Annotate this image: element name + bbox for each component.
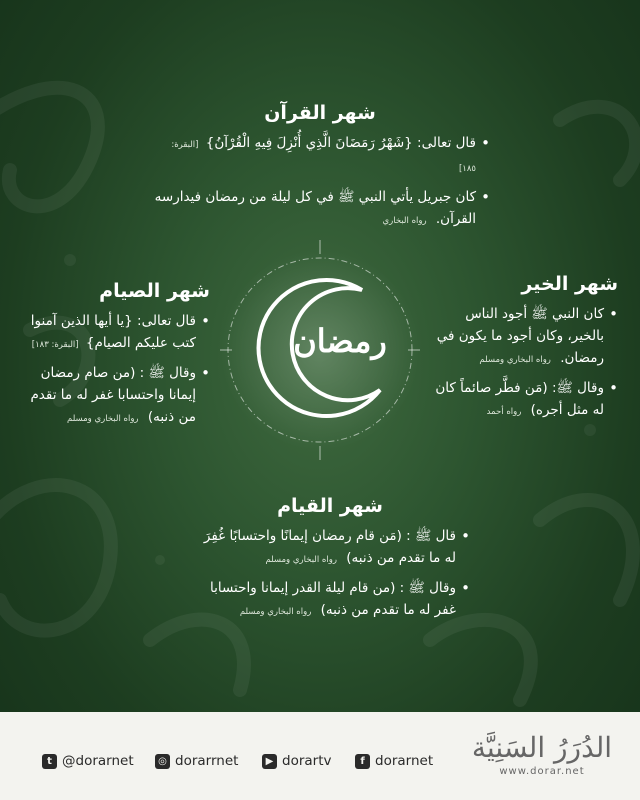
hadith-source: رواه أحمد (486, 407, 522, 417)
youtube-link[interactable] (262, 753, 332, 769)
ramadan-emblem (220, 240, 420, 460)
brand-name: الدُرَرُ السَنِيَّة (471, 731, 613, 764)
hadith-source: رواه البخاري (382, 216, 427, 226)
list-item (428, 303, 618, 371)
section-title: شهر القيام (277, 495, 383, 517)
section-night-prayer-month (190, 495, 470, 629)
list-item (20, 362, 210, 430)
verse-reference: [البقرة: ١٨٥] (171, 140, 476, 174)
verse-reference: [البقرة: ١٨٣] (31, 340, 79, 350)
twitter-link[interactable] (42, 753, 134, 769)
facebook-handle: dorarnet (375, 753, 434, 769)
twitter-icon: t (42, 754, 57, 769)
brand-logo[interactable] (462, 730, 622, 777)
list-item (150, 186, 490, 232)
section-title: شهر الخير (521, 273, 618, 295)
hadith-source: رواه البخاري ومسلم (265, 555, 337, 565)
instagram-icon: ◎ (155, 754, 170, 769)
brand-url: www.dorar.net (499, 766, 585, 777)
youtube-handle: dorartv (282, 753, 332, 769)
hadith-source: رواه البخاري ومسلم (479, 355, 551, 365)
list-item (190, 525, 470, 571)
section-fasting-month (20, 280, 210, 436)
item-text: قال تعالى: {يا أيها الذين آمنوا كتب عليكم الصيام} (30, 313, 196, 351)
list-item (190, 577, 470, 623)
footer-bar (0, 712, 640, 800)
instagram-link[interactable] (155, 753, 238, 769)
section-title: شهر القرآن (264, 102, 376, 124)
hadith-source: رواه البخاري ومسلم (67, 414, 139, 424)
item-text: وقال ﷺ : (من صام رمضان إيمانا واحتسابا غفر له ما تقدم من ذنبه) (30, 365, 196, 425)
item-text: كان جبريل يأتي النبي ﷺ في كل ليلة من رمضان فيدارسه القرآن. (154, 189, 476, 227)
section-title: شهر الصيام (99, 280, 210, 302)
item-text: وقال ﷺ : (من قام ليلة القدر إيمانا واحتسابا غفر له ما تقدم من ذنبه) (210, 580, 456, 618)
hadith-source: رواه البخاري ومسلم (239, 607, 312, 617)
youtube-icon: ▶ (262, 754, 277, 769)
list-item (20, 310, 210, 356)
emblem-word: رمضان (293, 322, 387, 360)
item-text: قال ﷺ : (مَن قام رمضان إيمانًا واحتسابًا غُفِرَ له ما تقدم من ذنبه) (203, 528, 456, 566)
instagram-handle: dorarrnet (175, 753, 239, 769)
item-text: قال تعالى: {شَهْرُ رَمَضَانَ الَّذِي أُنْزِلَ فِيهِ الْقُرْآنُ} (205, 135, 476, 151)
list-item (428, 377, 618, 423)
facebook-icon: f (355, 754, 370, 769)
item-text: وقال ﷺ: (مَن فطَّر صائماً كان له مثل أجره) (435, 380, 604, 418)
twitter-handle: @dorarnet (62, 753, 134, 769)
section-good-month (428, 273, 618, 429)
list-item (150, 132, 490, 180)
item-text: كان النبي ﷺ أجود الناس بالخير، وكان أجود ما يكون في رمضان. (436, 306, 604, 366)
facebook-link[interactable] (355, 753, 433, 769)
section-quran-month (150, 102, 490, 238)
